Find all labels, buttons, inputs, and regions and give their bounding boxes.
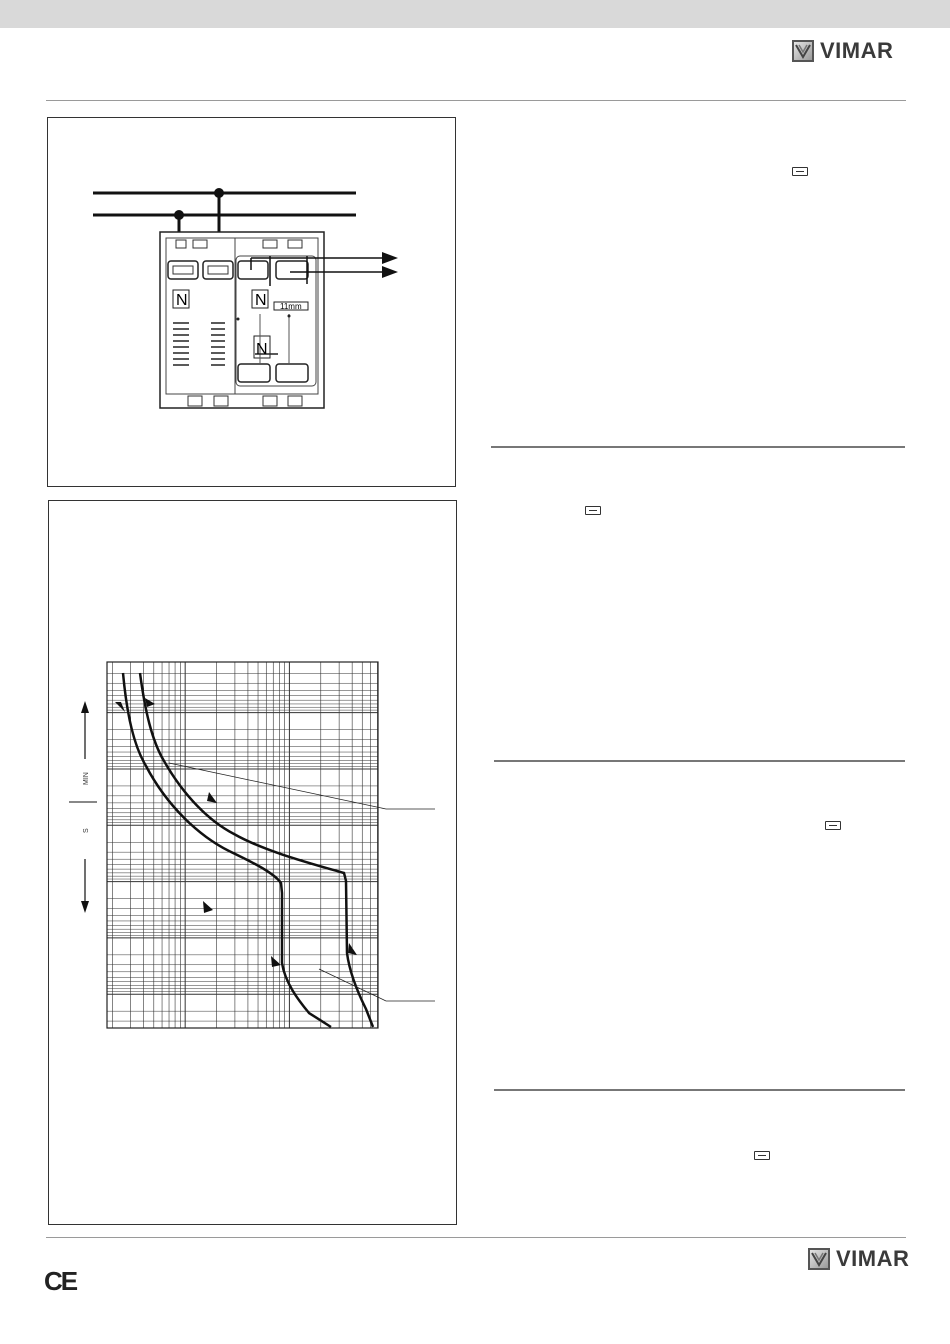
- dimmer-symbol-icon: [585, 506, 601, 515]
- section-divider-2: [494, 760, 905, 762]
- axis-label-minutes: MIN: [83, 772, 90, 785]
- section-divider-1: [491, 446, 905, 448]
- dimmer-symbol-icon: [792, 167, 808, 176]
- axis-label-seconds: S: [83, 828, 90, 833]
- header-divider: [46, 100, 906, 101]
- vimar-logo-icon: [808, 1248, 830, 1270]
- dimmer-symbol-icon: [754, 1151, 770, 1160]
- neutral-label-2: N: [255, 292, 267, 309]
- vimar-logo-icon: [792, 40, 814, 62]
- trip-curve-panel: [48, 500, 457, 1225]
- trip-curve-chart: [49, 501, 458, 1226]
- footer-divider: [46, 1237, 906, 1238]
- neutral-label-3: N: [256, 341, 268, 358]
- footer-logo: [808, 1246, 909, 1272]
- footer-brand: VIMAR: [836, 1246, 910, 1271]
- neutral-label-1: N: [176, 292, 188, 309]
- strip-length-label: 11mm: [280, 302, 302, 311]
- ce-mark: CE: [44, 1266, 77, 1296]
- top-bar: [0, 0, 950, 28]
- header-brand: VIMAR: [820, 38, 894, 63]
- dimmer-symbol-icon: [825, 821, 841, 830]
- wiring-diagram-panel: [47, 117, 456, 487]
- header-logo: [792, 38, 893, 64]
- wiring-diagram: [48, 118, 457, 488]
- section-divider-3: [494, 1089, 905, 1091]
